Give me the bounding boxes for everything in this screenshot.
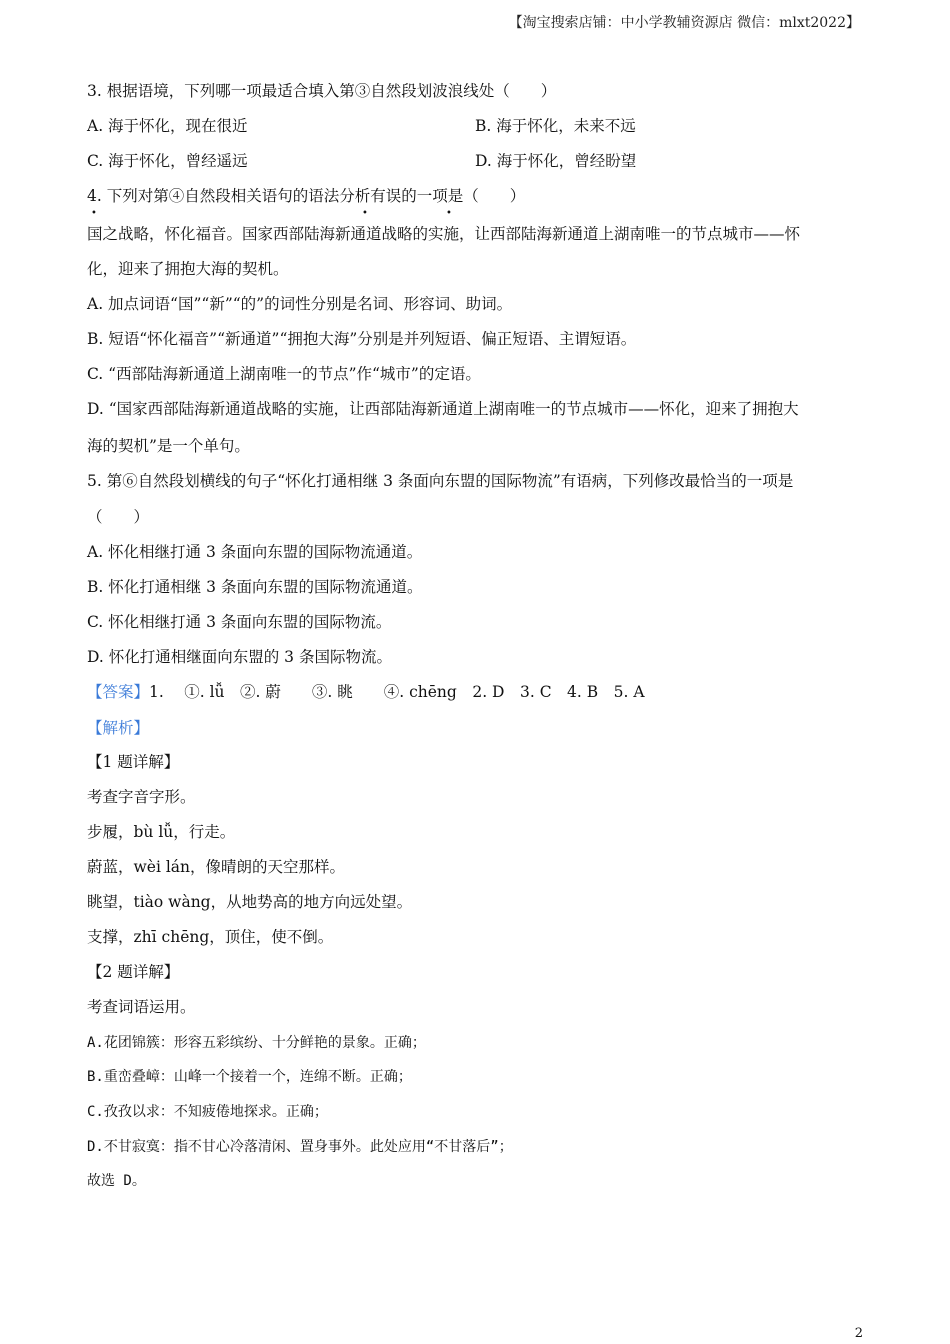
q5-stem-line-2: （ ） [87,508,150,526]
detail2-title: 【2 题详解】 [87,963,180,981]
analysis-label: 【解析】 [87,719,150,737]
detail2-line: D.不甘寂寞：指不甘心冷落清闲、置身事外。此处应用“不甘落后”； [87,1139,513,1155]
detail1-line: 支撑，zhī chēng，顶住，使不倒。 [87,928,334,946]
q5-stem-line-1: 5. 第⑥自然段划横线的句子“怀化打通相继 3 条面向东盟的国际物流”有语病，下列修改最恰当的一项是 [87,472,794,490]
q3-stem: 3. 根据语境，下列哪一项最适合填入第③自然段划波浪线处（ ） [87,82,557,100]
detail1-line: 蔚蓝，wèi lán，像晴朗的天空那样。 [87,858,346,876]
q3-option-c: C. 海于怀化，曾经遥远 [87,152,248,170]
page-number: 2 [854,1326,863,1341]
emphasis-dot: • [91,208,97,219]
detail2-intro: 考查词语运用。 [87,998,196,1016]
q4-passage-line-2: 化，迎来了拥抱大海的契机。 [87,260,289,278]
detail2-line: 故选 D。 [87,1173,146,1189]
detail2-line: B.重峦叠嶂：山峰一个接着一个，连绵不断。正确； [87,1069,412,1085]
q4-option-d-line-1: D. “国家西部陆海新通道战略的实施，让西部陆海新通道上湖南唯一的节点城市——怀化，迎来了拥抱大 [87,400,799,418]
detail1-line: 考查字音字形。 [87,788,196,806]
q5-option-a: A. 怀化相继打通 3 条面向东盟的国际物流通道。 [87,543,423,561]
detail2-line: C.孜孜以求：不知疲倦地探求。正确； [87,1104,328,1120]
q5-option-b: B. 怀化打通相继 3 条面向东盟的国际物流通道。 [87,578,423,596]
detail2-line: A.花团锦簇：形容五彩缤纷、十分鲜艳的景象。正确； [87,1035,426,1051]
emphasis-dot: • [446,208,452,219]
answer-line [87,682,645,702]
q3-option-d: D. 海于怀化，曾经盼望 [475,152,637,170]
emphasis-dot: • [362,208,368,219]
detail1-line: 步履，bù lǚ，行走。 [87,823,236,841]
q4-option-a: A. 加点词语“国”“新”“的”的词性分别是名词、形容词、助词。 [87,295,513,313]
detail1-title: 【1 题详解】 [87,753,180,771]
q3-option-a: A. 海于怀化，现在很近 [87,117,248,135]
q5-option-d: D. 怀化打通相继面向东盟的 3 条国际物流。 [87,648,392,666]
answer-text: 1. ①. lǚ ②. 蔚 ③. 眺 ④. chēng 2. D 3. C 4. B 5. A [149,683,645,701]
q4-passage-line-1: 国之战略，怀化福音。国家西部陆海新通道战略的实施，让西部陆海新通道上湖南唯一的节点城市——怀 [87,225,801,243]
detail1-line: 眺望，tiào wàng，从地势高的地方向远处望。 [87,893,413,911]
q4-stem: 4. 下列对第④自然段相关语句的语法分析有误的一项是（ ） [87,187,526,205]
q5-option-c: C. 怀化相继打通 3 条面向东盟的国际物流。 [87,613,392,631]
q4-option-c: C. “西部陆海新通道上湖南唯一的节点”作“城市”的定语。 [87,365,481,383]
answer-label: 【答案】 [87,683,150,701]
q4-option-b: B. 短语“怀化福音”“新通道”“拥抱大海”分别是并列短语、偏正短语、主谓短语。 [87,330,637,348]
q3-option-b: B. 海于怀化，未来不远 [475,117,636,135]
q4-option-d-line-2: 海的契机”是一个单句。 [87,437,250,455]
page-header: 【淘宝搜索店铺：中小学教辅资源店 微信：mlxt2022】 [508,15,860,31]
